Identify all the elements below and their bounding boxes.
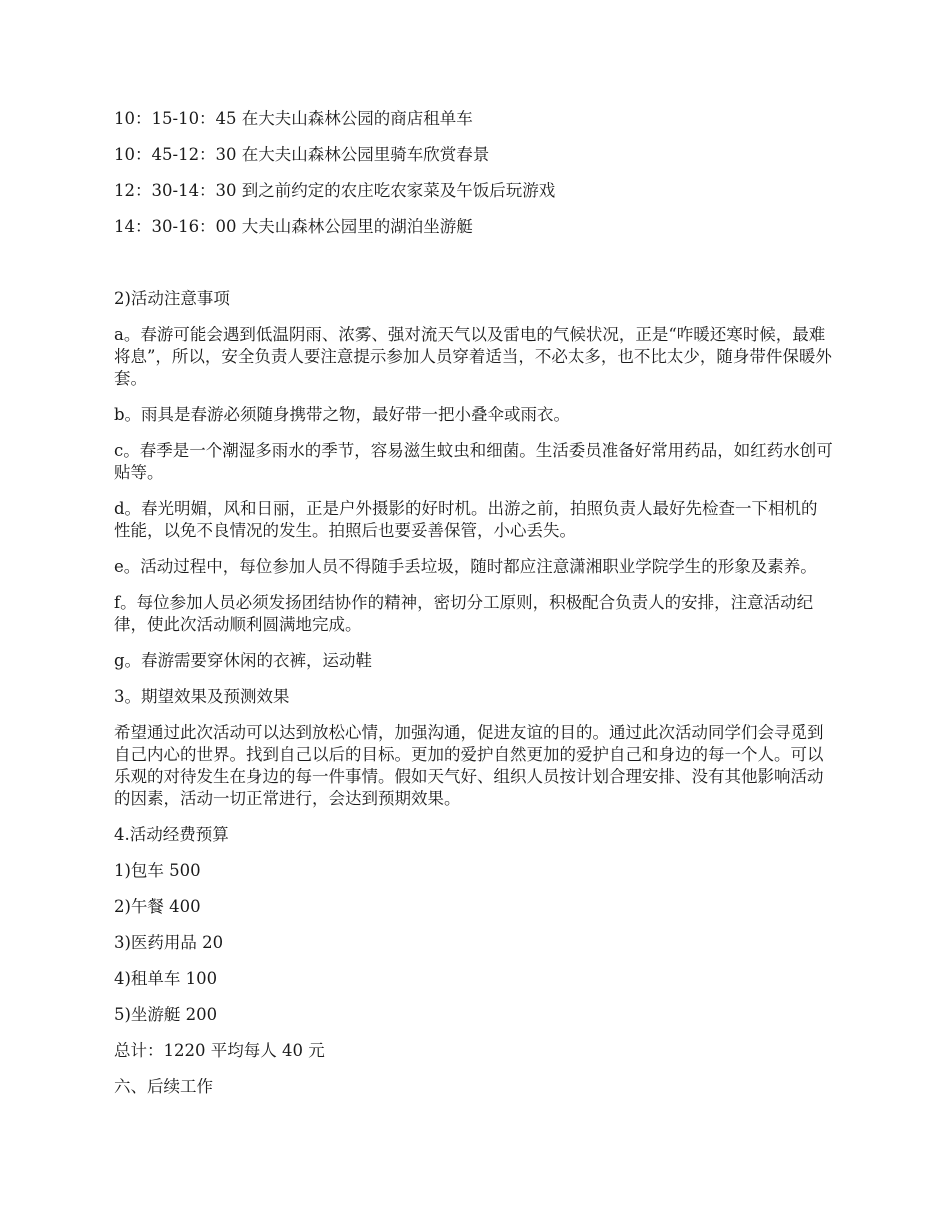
- notes-heading: 2)活动注意事项: [114, 289, 230, 308]
- budget-item: 1)包车 500: [114, 861, 201, 880]
- document-body: [114, 108, 834, 1112]
- budget-item: 2)午餐 400: [114, 897, 201, 916]
- note-item: c。春季是一个潮湿多雨水的季节，容易滋生蚊虫和细菌。生活委员准备好常用药品，如红药水创可贴等。: [114, 441, 833, 482]
- schedule-item: 12：30-14：30 到之前约定的农庄吃农家菜及午饭后玩游戏: [114, 181, 556, 200]
- note-item: d。春光明媚，风和日丽，正是户外摄影的好时机。出游之前，拍照负责人最好先检查一下相机的性能，以免不良情况的发生。拍照后也要妥善保管，小心丢失。: [114, 499, 818, 540]
- note-item: g。春游需要穿休闲的衣裤，运动鞋: [114, 651, 373, 670]
- budget-item: 5)坐游艇 200: [114, 1005, 218, 1024]
- note-item: e。活动过程中，每位参加人员不得随手丢垃圾，随时都应注意潇湘职业学院学生的形象及素养。: [114, 557, 817, 576]
- schedule-item: 10：45-12：30 在大夫山森林公园里骑车欣赏春景: [114, 145, 490, 164]
- budget-heading: 4.活动经费预算: [114, 825, 229, 844]
- schedule-item: 10：15-10：45 在大夫山森林公园的商店租单车: [114, 109, 473, 128]
- budget-item: 3)医药用品 20: [114, 933, 224, 952]
- note-item: a。春游可能会遇到低温阴雨、浓雾、强对流天气以及雷电的气候状况，正是“咋暖还寒时候，最难将息”，所以，安全负责人要注意提示参加人员穿着适当，不必太多，也不比太少，随身带件保暖外套。: [114, 325, 832, 388]
- schedule-item: 14：30-16：00 大夫山森林公园里的湖泊坐游艇: [114, 217, 473, 236]
- note-item: f。每位参加人员必须发扬团结协作的精神，密切分工原则，积极配合负责人的安排，注意活动纪律，使此次活动顺利圆满地完成。: [114, 593, 814, 634]
- note-item: b。雨具是春游必须随身携带之物，最好带一把小叠伞或雨衣。: [114, 405, 571, 424]
- followup-heading: 六、后续工作: [114, 1077, 213, 1096]
- budget-total: 总计：1220 平均每人 40 元: [114, 1041, 325, 1060]
- section-gap: [114, 252, 834, 288]
- budget-item: 4)租单车 100: [114, 969, 218, 988]
- expectation-text: 希望通过此次活动可以达到放松心情，加强沟通，促进友谊的目的。通过此次活动同学们会寻觅到自己内心的世界。找到自己以后的目标。更加的爱护自然更加的爱护自己和身边的每一个人。可以乐观的对待发生在身边的每一件事情。假如天气好、组织人员按计划合理安排、没有其他影响活动的因素，活动一切正常进行，会达到预期效果。: [114, 723, 824, 808]
- expectation-heading: 3。期望效果及预测效果: [114, 687, 290, 706]
